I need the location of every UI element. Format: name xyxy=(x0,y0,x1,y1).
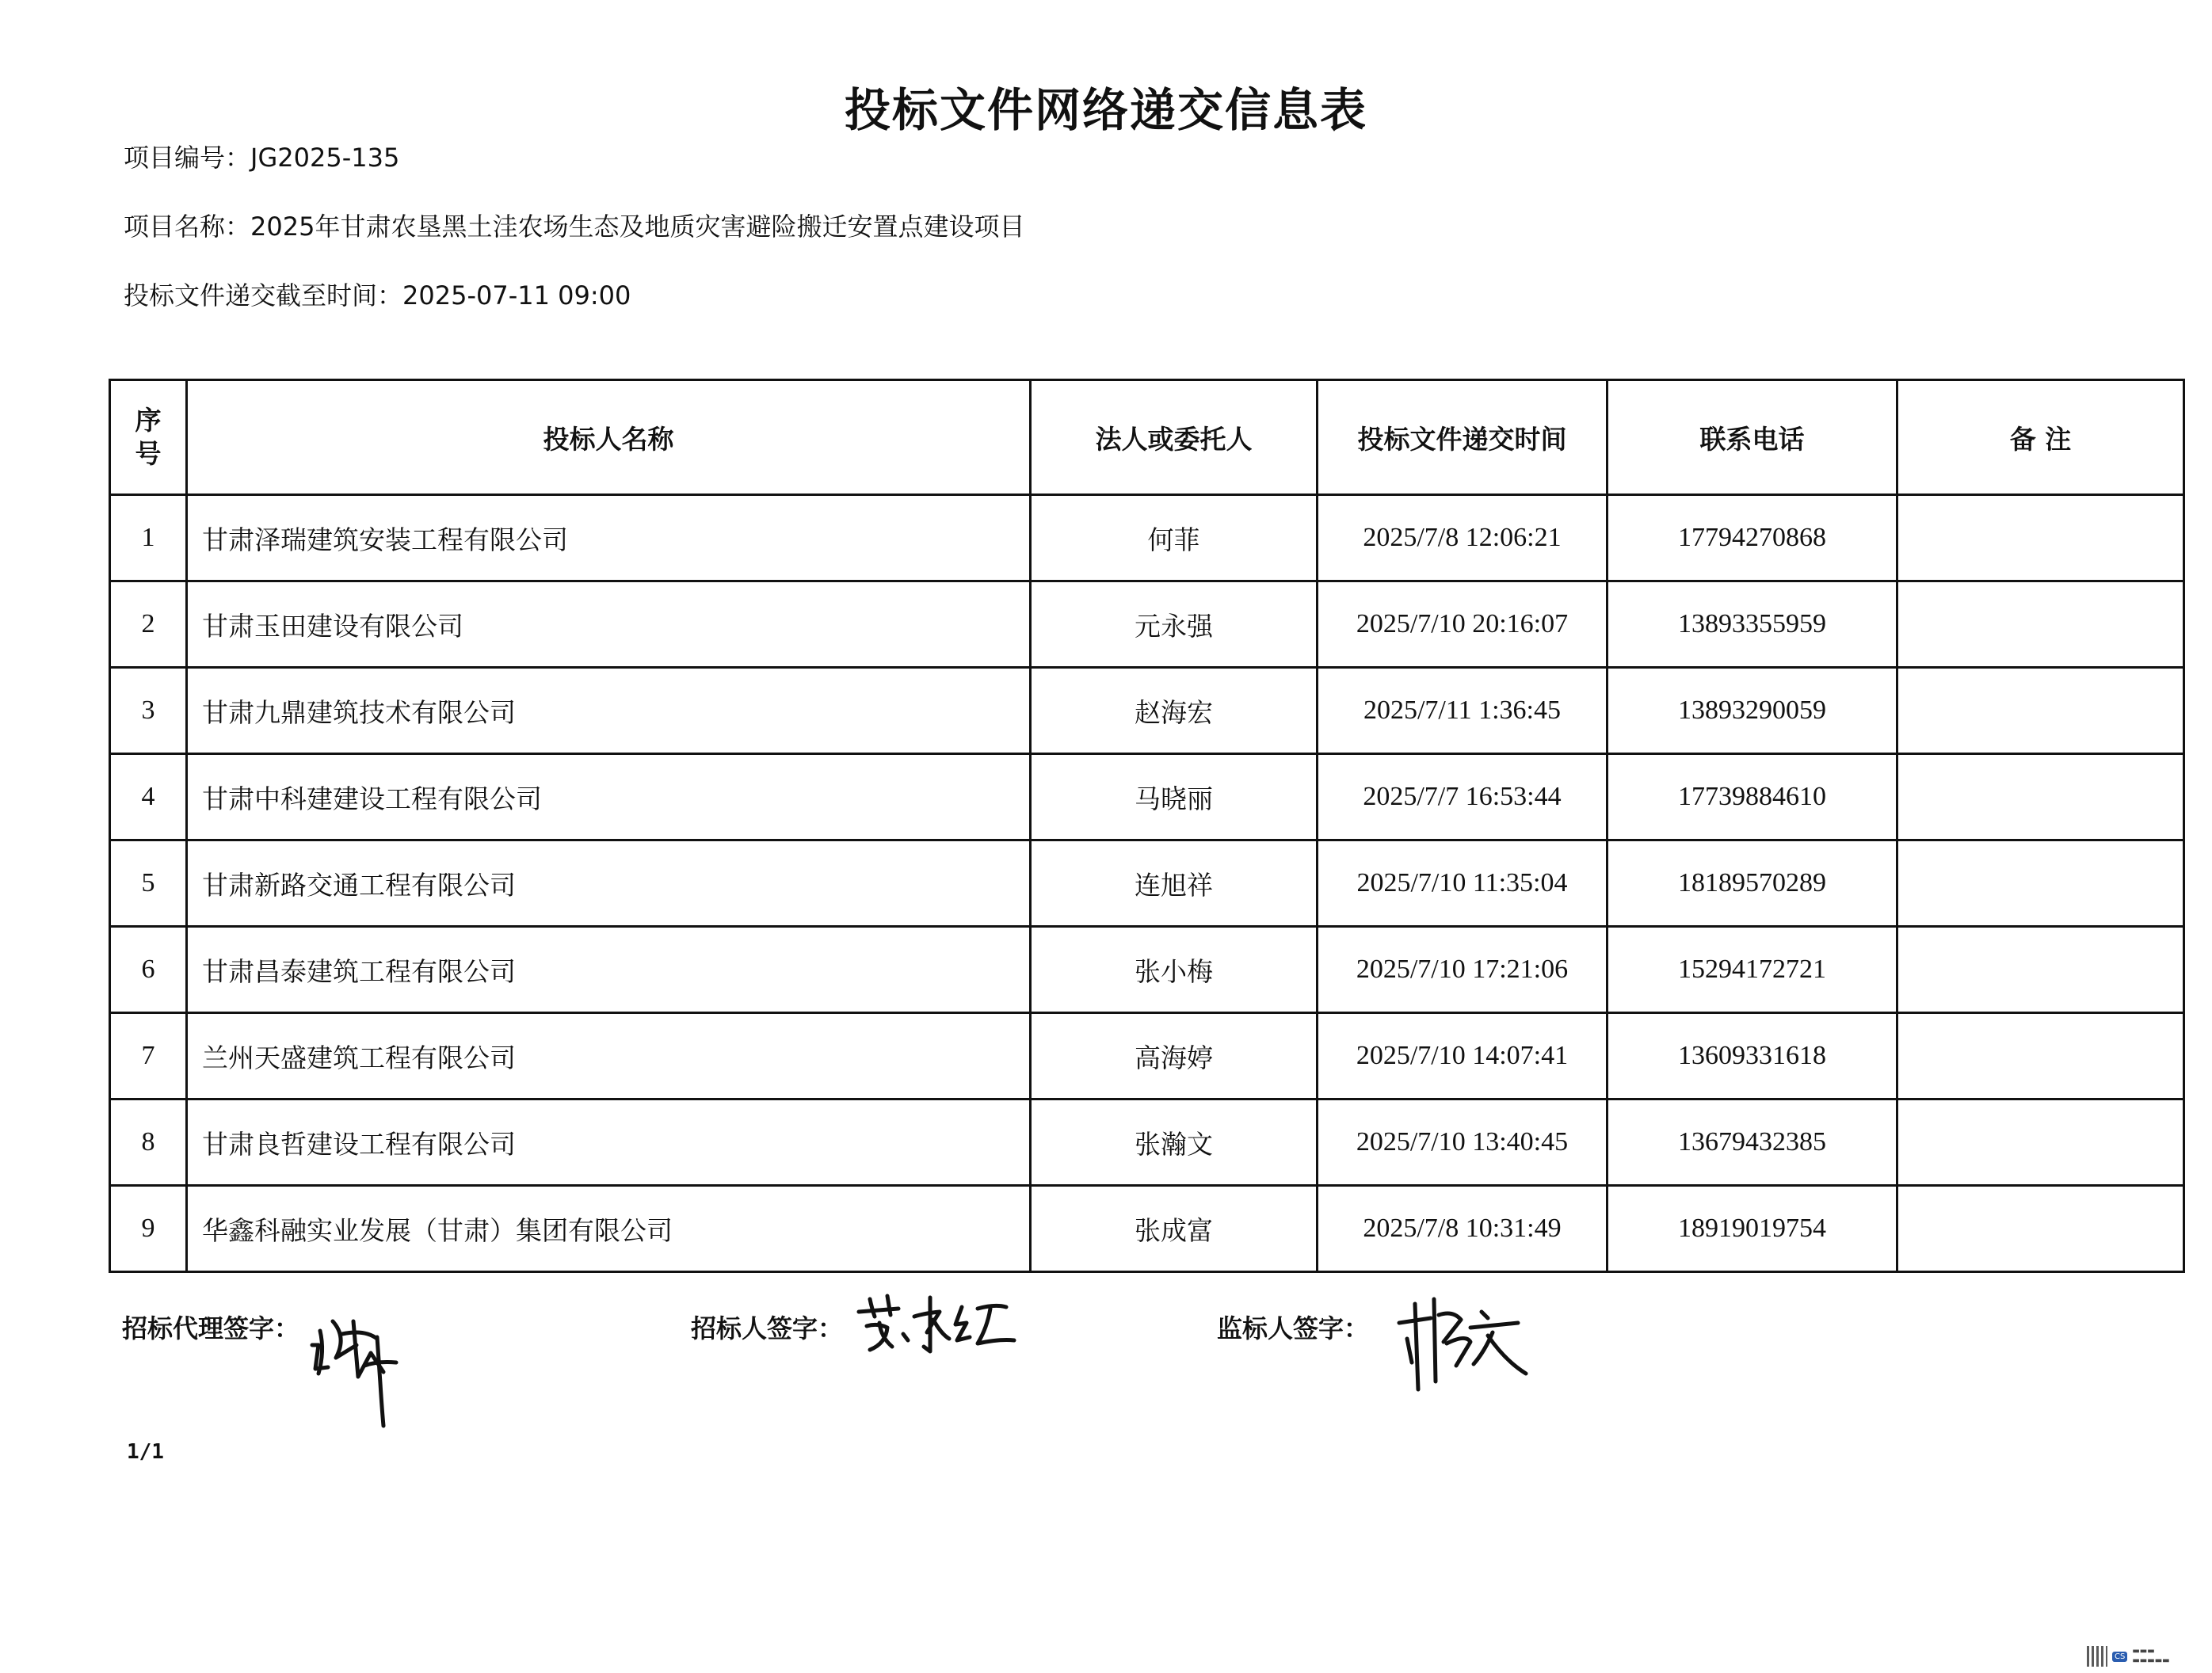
agent-signature xyxy=(301,1290,420,1432)
cell-phone: 17739884610 xyxy=(1608,754,1897,840)
cell-seq: 2 xyxy=(110,581,187,668)
supervisor-signature xyxy=(1394,1286,1537,1396)
cell-submit-time: 2025/7/11 1:36:45 xyxy=(1318,668,1608,754)
table-row xyxy=(110,754,2184,840)
scanner-watermark xyxy=(2087,1646,2170,1667)
header-phone: 联系电话 xyxy=(1608,380,1897,495)
cell-phone: 17794270868 xyxy=(1608,495,1897,581)
header-seq-line2: 号 xyxy=(135,438,162,469)
cell-remark xyxy=(1897,495,2184,581)
supervisor-signature-label: 监标人签字： xyxy=(1217,1313,1370,1343)
cell-bidder: 甘肃玉田建设有限公司 xyxy=(187,581,1031,668)
cell-seq: 1 xyxy=(110,495,187,581)
cell-submit-time: 2025/7/8 12:06:21 xyxy=(1318,495,1608,581)
cell-representative: 张瀚文 xyxy=(1031,1099,1318,1186)
deadline-value: 2025-07-11 09:00 xyxy=(402,280,631,311)
cell-bidder: 甘肃新路交通工程有限公司 xyxy=(187,840,1031,927)
page-number: 1/1 xyxy=(127,1440,164,1464)
document-title: 投标文件网络递交信息表 xyxy=(844,83,1367,137)
cell-seq: 6 xyxy=(110,927,187,1013)
cell-submit-time: 2025/7/7 16:53:44 xyxy=(1318,754,1608,840)
cell-representative: 连旭祥 xyxy=(1031,840,1318,927)
bid-submission-table xyxy=(109,379,2185,1273)
cell-bidder: 华鑫科融实业发展（甘肃）集团有限公司 xyxy=(187,1186,1031,1272)
cell-remark xyxy=(1897,927,2184,1013)
table-row xyxy=(110,927,2184,1013)
cell-submit-time: 2025/7/10 20:16:07 xyxy=(1318,581,1608,668)
cell-submit-time: 2025/7/8 10:31:49 xyxy=(1318,1186,1608,1272)
project-name-line xyxy=(124,207,1024,243)
deadline-label: 投标文件递交截至时间： xyxy=(124,280,403,311)
owner-signature-label: 招标人签字： xyxy=(691,1313,844,1343)
table-row xyxy=(110,495,2184,581)
cell-seq: 4 xyxy=(110,754,187,840)
cell-representative: 元永强 xyxy=(1031,581,1318,668)
cell-submit-time: 2025/7/10 17:21:06 xyxy=(1318,927,1608,1013)
cell-seq: 7 xyxy=(110,1013,187,1099)
cell-phone: 18189570289 xyxy=(1608,840,1897,927)
cell-seq: 5 xyxy=(110,840,187,927)
header-bidder: 投标人名称 xyxy=(187,380,1031,495)
cell-phone: 13893290059 xyxy=(1608,668,1897,754)
header-remark: 备 注 xyxy=(1897,380,2184,495)
cell-phone: 13679432385 xyxy=(1608,1099,1897,1186)
cell-representative: 何菲 xyxy=(1031,495,1318,581)
owner-signature xyxy=(851,1288,1025,1361)
table-row xyxy=(110,1013,2184,1099)
cell-bidder: 甘肃泽瑞建筑安装工程有限公司 xyxy=(187,495,1031,581)
cell-phone: 13609331618 xyxy=(1608,1013,1897,1099)
table-header-row xyxy=(110,380,2184,495)
table-row xyxy=(110,1186,2184,1272)
cell-submit-time: 2025/7/10 14:07:41 xyxy=(1318,1013,1608,1099)
cell-phone: 15294172721 xyxy=(1608,927,1897,1013)
qr-code-icon xyxy=(2087,1646,2107,1667)
project-code-value: JG2025-135 xyxy=(250,143,400,173)
scanner-logo-icon: CS xyxy=(2112,1652,2127,1662)
header-seq xyxy=(110,380,187,495)
cell-remark xyxy=(1897,754,2184,840)
project-code-label: 项目编号： xyxy=(124,143,251,173)
scanner-watermark-text: ▬▬▬ ▬▬▬▬▬ xyxy=(2132,1647,2170,1665)
cell-remark xyxy=(1897,1186,2184,1272)
project-code-line xyxy=(124,138,399,174)
project-name-value: 2025年甘肃农垦黑土洼农场生态及地质灾害避险搬迁安置点建设项目 xyxy=(250,212,1025,242)
cell-seq: 3 xyxy=(110,668,187,754)
cell-seq: 8 xyxy=(110,1099,187,1186)
cell-phone: 13893355959 xyxy=(1608,581,1897,668)
cell-phone: 18919019754 xyxy=(1608,1186,1897,1272)
cell-submit-time: 2025/7/10 11:35:04 xyxy=(1318,840,1608,927)
header-seq-line1: 序 xyxy=(135,405,162,436)
cell-bidder: 甘肃九鼎建筑技术有限公司 xyxy=(187,668,1031,754)
project-name-label: 项目名称： xyxy=(124,212,251,242)
header-submit-time: 投标文件递交时间 xyxy=(1318,380,1608,495)
cell-submit-time: 2025/7/10 13:40:45 xyxy=(1318,1099,1608,1186)
cell-bidder: 甘肃昌泰建筑工程有限公司 xyxy=(187,927,1031,1013)
cell-representative: 高海婷 xyxy=(1031,1013,1318,1099)
cell-representative: 赵海宏 xyxy=(1031,668,1318,754)
cell-representative: 马晓丽 xyxy=(1031,754,1318,840)
cell-remark xyxy=(1897,581,2184,668)
cell-bidder: 甘肃中科建建设工程有限公司 xyxy=(187,754,1031,840)
table-row xyxy=(110,581,2184,668)
table-row xyxy=(110,668,2184,754)
cell-remark xyxy=(1897,1099,2184,1186)
cell-bidder: 甘肃良哲建设工程有限公司 xyxy=(187,1099,1031,1186)
cell-bidder: 兰州天盛建筑工程有限公司 xyxy=(187,1013,1031,1099)
table-row xyxy=(110,840,2184,927)
header-representative: 法人或委托人 xyxy=(1031,380,1318,495)
cell-seq: 9 xyxy=(110,1186,187,1272)
cell-representative: 张成富 xyxy=(1031,1186,1318,1272)
cell-remark xyxy=(1897,840,2184,927)
cell-remark xyxy=(1897,1013,2184,1099)
cell-remark xyxy=(1897,668,2184,754)
table-row xyxy=(110,1099,2184,1186)
cell-representative: 张小梅 xyxy=(1031,927,1318,1013)
agent-signature-label: 招标代理签字： xyxy=(122,1313,300,1343)
deadline-line xyxy=(124,276,631,312)
